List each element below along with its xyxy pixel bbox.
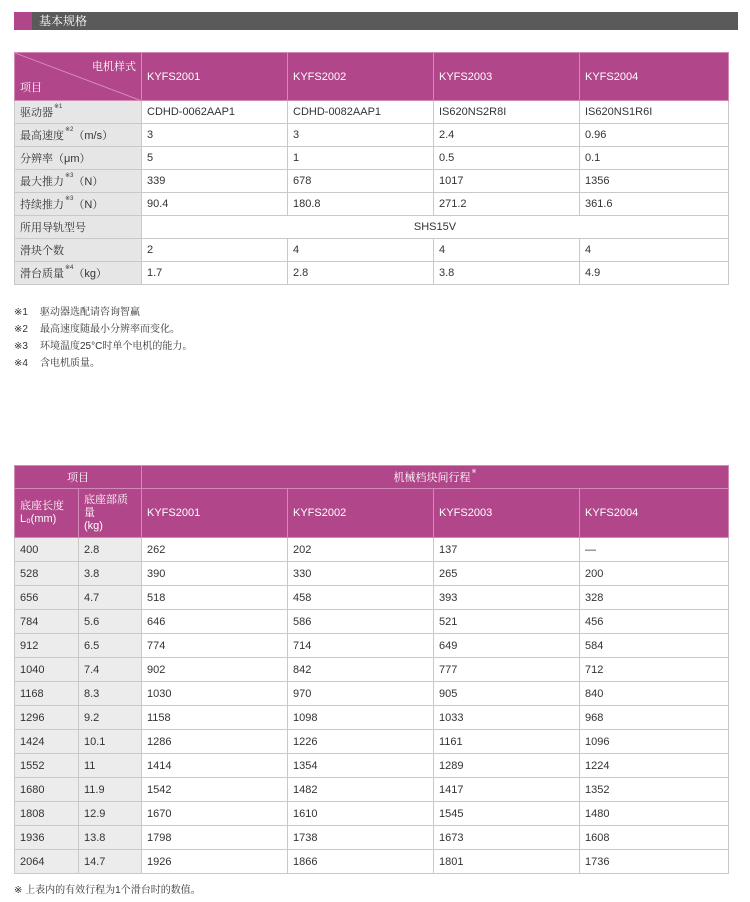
spec-label-text: 分辨率（μm）	[20, 153, 91, 165]
stroke-value-cell: 1226	[288, 730, 434, 754]
stroke-value-cell: 456	[580, 610, 729, 634]
spec-value-cell: IS620NS2R8I	[434, 101, 580, 124]
col-length-unit: L₀(mm)	[20, 513, 57, 525]
spec-row-label	[15, 124, 142, 147]
spec-row	[15, 262, 729, 285]
group-header-note: ※	[471, 469, 477, 475]
spec-model-header: KYFS2002	[288, 53, 434, 101]
footnote: ※ 上表内的有效行程为1个滑台时的数值。	[14, 885, 201, 896]
spec-label-text: 最高速度	[20, 130, 64, 142]
spec-value-cell: 4.9	[580, 262, 729, 285]
spec-label-unit: （kg）	[73, 268, 107, 280]
spec-header-row	[15, 53, 729, 101]
stroke-value-cell: 1608	[580, 826, 729, 850]
spec-value-cell: 4	[580, 239, 729, 262]
stroke-value-cell: 970	[288, 682, 434, 706]
col-length-title: 底座长度	[20, 500, 64, 512]
stroke-value-cell: 646	[142, 610, 288, 634]
group-header-text: 机械档块间行程	[393, 472, 471, 484]
stroke-value-cell: 649	[434, 634, 580, 658]
stroke-value-cell: 1289	[434, 754, 580, 778]
col-mass-header	[79, 489, 142, 538]
base-mass-cell: 12.9	[79, 802, 142, 826]
stroke-model-header: KYFS2001	[142, 489, 288, 538]
base-length-cell: 912	[15, 634, 79, 658]
base-length-cell: 400	[15, 538, 79, 562]
base-mass-cell: 14.7	[79, 850, 142, 874]
section-header	[14, 12, 738, 30]
spec-label-text: 最大推力	[20, 176, 64, 188]
spec-row	[15, 216, 729, 239]
spec-value-cell: 271.2	[434, 193, 580, 216]
note-text: 最高速度随最小分辨率而变化。	[40, 324, 180, 335]
base-mass-cell: 11.9	[79, 778, 142, 802]
base-mass-cell: 6.5	[79, 634, 142, 658]
spec-value-cell: 0.96	[580, 124, 729, 147]
spec-row	[15, 124, 729, 147]
stroke-model-header: KYFS2003	[434, 489, 580, 538]
spec-notes	[14, 304, 192, 372]
stroke-value-cell: 1033	[434, 706, 580, 730]
section-accent	[14, 12, 32, 30]
stroke-value-cell: 1866	[288, 850, 434, 874]
spec-value-cell: 0.1	[580, 147, 729, 170]
spec-label-note: ※3	[65, 173, 74, 179]
stroke-row	[15, 826, 729, 850]
spec-label-note: ※4	[65, 265, 74, 271]
base-length-cell: 1168	[15, 682, 79, 706]
base-mass-cell: 2.8	[79, 538, 142, 562]
base-length-cell: 784	[15, 610, 79, 634]
base-mass-cell: 9.2	[79, 706, 142, 730]
base-length-cell: 528	[15, 562, 79, 586]
stroke-row	[15, 778, 729, 802]
stroke-value-cell: —	[580, 538, 729, 562]
item-header: 项目	[15, 466, 142, 489]
stroke-value-cell: 518	[142, 586, 288, 610]
spec-corner-cell	[15, 53, 142, 101]
spec-label-text: 持续推力	[20, 199, 64, 211]
stroke-row	[15, 682, 729, 706]
spec-label-text: 驱动器	[20, 107, 53, 119]
note-text: 环境温度25°C时单个电机的能力。	[40, 341, 193, 352]
spec-value-cell: 361.6	[580, 193, 729, 216]
stroke-header-row-2	[15, 489, 729, 538]
spec-label-text: 滑块个数	[20, 245, 64, 257]
spec-value-cell: 90.4	[142, 193, 288, 216]
spec-value-cell: 4	[434, 239, 580, 262]
spec-value-cell: 1356	[580, 170, 729, 193]
stroke-value-cell: 1352	[580, 778, 729, 802]
stroke-value-cell: 1414	[142, 754, 288, 778]
col-mass-unit: (kg)	[84, 519, 103, 532]
spec-row	[15, 193, 729, 216]
spec-value-cell: 1.7	[142, 262, 288, 285]
col-mass-title: 底座部质量	[84, 493, 128, 519]
base-mass-cell: 7.4	[79, 658, 142, 682]
spec-value-cell: 678	[288, 170, 434, 193]
spec-value-cell: 3	[142, 124, 288, 147]
stroke-row	[15, 730, 729, 754]
base-mass-cell: 10.1	[79, 730, 142, 754]
stroke-value-cell: 1610	[288, 802, 434, 826]
stroke-value-cell: 1096	[580, 730, 729, 754]
spec-model-header: KYFS2004	[580, 53, 729, 101]
stroke-value-cell: 137	[434, 538, 580, 562]
base-length-cell: 656	[15, 586, 79, 610]
spec-label-unit: （m/s）	[73, 130, 114, 142]
spec-value-cell: CDHD-0082AAP1	[288, 101, 434, 124]
spec-value-cell: 2.8	[288, 262, 434, 285]
spec-row	[15, 170, 729, 193]
stroke-row	[15, 538, 729, 562]
stroke-value-cell: 842	[288, 658, 434, 682]
spec-row-label	[15, 101, 142, 124]
spec-label-text: 所用导轨型号	[20, 222, 86, 234]
spec-value-cell: 339	[142, 170, 288, 193]
note-mark: ※4	[14, 358, 28, 369]
base-length-cell: 1680	[15, 778, 79, 802]
stroke-value-cell: 1417	[434, 778, 580, 802]
spec-row-label	[15, 193, 142, 216]
base-length-cell: 1552	[15, 754, 79, 778]
spec-value-cell: 3	[288, 124, 434, 147]
stroke-value-cell: 1542	[142, 778, 288, 802]
note-text: 驱动器选配请咨询智赢	[40, 307, 140, 318]
stroke-value-cell: 262	[142, 538, 288, 562]
stroke-value-cell: 200	[580, 562, 729, 586]
stroke-value-cell: 1801	[434, 850, 580, 874]
corner-bottom-label: 项目	[20, 82, 42, 94]
stroke-value-cell: 586	[288, 610, 434, 634]
stroke-value-cell: 521	[434, 610, 580, 634]
stroke-value-cell: 328	[580, 586, 729, 610]
stroke-value-cell: 905	[434, 682, 580, 706]
spec-label-unit: （N）	[73, 199, 104, 211]
stroke-value-cell: 1480	[580, 802, 729, 826]
stroke-value-cell: 393	[434, 586, 580, 610]
stroke-row	[15, 610, 729, 634]
base-mass-cell: 4.7	[79, 586, 142, 610]
spec-label-unit: （N）	[73, 176, 104, 188]
note-line	[14, 321, 192, 338]
stroke-value-cell: 1158	[142, 706, 288, 730]
spec-merged-value: SHS15V	[142, 216, 729, 239]
spec-value-cell: 180.8	[288, 193, 434, 216]
stroke-value-cell: 390	[142, 562, 288, 586]
spec-value-cell: 2.4	[434, 124, 580, 147]
spec-value-cell: 1017	[434, 170, 580, 193]
spec-value-cell: IS620NS1R6I	[580, 101, 729, 124]
stroke-value-cell: 1161	[434, 730, 580, 754]
spec-label-note: ※2	[65, 127, 74, 133]
spec-value-cell: 3.8	[434, 262, 580, 285]
stroke-value-cell: 712	[580, 658, 729, 682]
note-line	[14, 304, 192, 321]
base-length-cell: 1936	[15, 826, 79, 850]
spec-row-label	[15, 216, 142, 239]
stroke-value-cell: 1098	[288, 706, 434, 730]
stroke-value-cell: 1738	[288, 826, 434, 850]
stroke-value-cell: 265	[434, 562, 580, 586]
stroke-value-cell: 902	[142, 658, 288, 682]
base-mass-cell: 8.3	[79, 682, 142, 706]
stroke-value-cell: 1482	[288, 778, 434, 802]
note-line	[14, 338, 192, 355]
spec-value-cell: 2	[142, 239, 288, 262]
base-length-cell: 1424	[15, 730, 79, 754]
stroke-row	[15, 634, 729, 658]
spec-value-cell: 4	[288, 239, 434, 262]
stroke-value-cell: 774	[142, 634, 288, 658]
spec-row	[15, 147, 729, 170]
stroke-value-cell: 458	[288, 586, 434, 610]
stroke-model-header: KYFS2002	[288, 489, 434, 538]
base-length-cell: 1296	[15, 706, 79, 730]
stroke-row	[15, 802, 729, 826]
stroke-value-cell: 1736	[580, 850, 729, 874]
stroke-table	[14, 465, 729, 874]
stroke-value-cell: 1286	[142, 730, 288, 754]
spec-value-cell: CDHD-0062AAP1	[142, 101, 288, 124]
stroke-row	[15, 586, 729, 610]
stroke-row	[15, 658, 729, 682]
spec-table	[14, 52, 729, 285]
spec-row-label	[15, 262, 142, 285]
note-mark: ※3	[14, 341, 28, 352]
stroke-value-cell: 714	[288, 634, 434, 658]
stroke-value-cell: 1926	[142, 850, 288, 874]
stroke-value-cell: 1354	[288, 754, 434, 778]
spec-label-text: 滑台质量	[20, 268, 64, 280]
base-length-cell: 2064	[15, 850, 79, 874]
spec-value-cell: 0.5	[434, 147, 580, 170]
stroke-header-row-1	[15, 466, 729, 489]
stroke-value-cell: 968	[580, 706, 729, 730]
base-length-cell: 1808	[15, 802, 79, 826]
stroke-value-cell: 1224	[580, 754, 729, 778]
spec-row-label	[15, 147, 142, 170]
spec-value-cell: 5	[142, 147, 288, 170]
spec-model-header: KYFS2001	[142, 53, 288, 101]
note-mark: ※1	[14, 307, 28, 318]
stroke-value-cell: 1670	[142, 802, 288, 826]
stroke-row	[15, 754, 729, 778]
note-line	[14, 355, 192, 372]
spec-model-header: KYFS2003	[434, 53, 580, 101]
base-mass-cell: 13.8	[79, 826, 142, 850]
stroke-value-cell: 1030	[142, 682, 288, 706]
stroke-value-cell: 840	[580, 682, 729, 706]
stroke-value-cell: 584	[580, 634, 729, 658]
stroke-value-cell: 777	[434, 658, 580, 682]
note-mark: ※2	[14, 324, 28, 335]
stroke-value-cell: 1798	[142, 826, 288, 850]
base-mass-cell: 3.8	[79, 562, 142, 586]
group-header	[142, 466, 729, 489]
base-length-cell: 1040	[15, 658, 79, 682]
spec-row	[15, 239, 729, 262]
corner-top-label: 电机样式	[92, 61, 136, 73]
base-mass-cell: 5.6	[79, 610, 142, 634]
stroke-row	[15, 850, 729, 874]
base-mass-cell: 11	[79, 754, 142, 778]
stroke-value-cell: 1673	[434, 826, 580, 850]
stroke-model-header: KYFS2004	[580, 489, 729, 538]
spec-row	[15, 101, 729, 124]
spec-value-cell: 1	[288, 147, 434, 170]
spec-label-note: ※1	[54, 104, 63, 110]
note-text: 含电机质量。	[40, 358, 100, 369]
section-title: 基本规格	[39, 14, 88, 28]
stroke-value-cell: 330	[288, 562, 434, 586]
stroke-value-cell: 1545	[434, 802, 580, 826]
spec-row-label	[15, 239, 142, 262]
stroke-value-cell: 202	[288, 538, 434, 562]
stroke-row	[15, 562, 729, 586]
stroke-row	[15, 706, 729, 730]
spec-label-note: ※3	[65, 196, 74, 202]
spec-row-label	[15, 170, 142, 193]
col-length-header	[15, 489, 79, 538]
